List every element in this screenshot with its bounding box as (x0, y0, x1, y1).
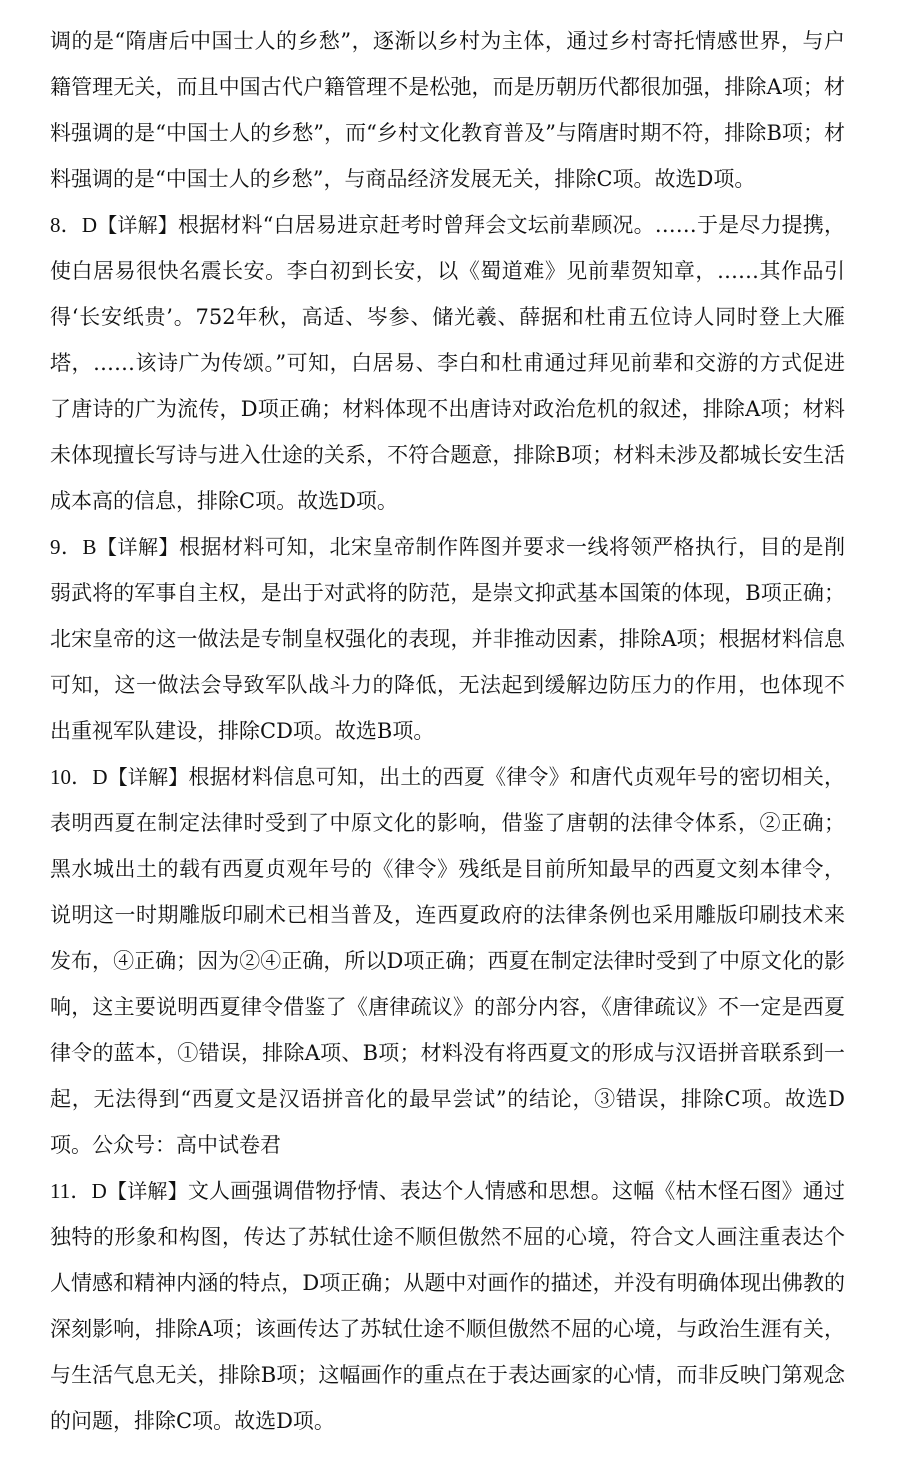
answer-explanations-page (50, 18, 845, 1444)
watermark-note: 公众号：高中试卷君 (92, 1133, 281, 1157)
explanation-tag: 【详解】 (96, 535, 180, 559)
question-number: 9． (50, 535, 83, 559)
explanation-paragraph-11 (50, 1168, 845, 1444)
explanation-paragraph-10 (50, 754, 845, 1168)
answer-letter: D (81, 213, 98, 237)
explanation-paragraph-9 (50, 524, 845, 754)
explanation-text: 根据材料可知，北宋皇帝制作阵图并要求一线将领严格执行，目的是削弱武将的军事自主权，是出于对武将的防范，是崇文抑武基本国策的体现，B项正确；北宋皇帝的这一做法是专制皇权强化的表现，并非推动因素，排除A项；根据材料信息可知，这一做法会导致军队战斗力的降低，无法起到缓解边防压力的作用，也体现不出重视军队建设，排除CD项。故选B项。 (50, 535, 846, 743)
explanation-tag: 【详解】 (97, 213, 178, 237)
answer-letter: D (92, 765, 108, 789)
explanation-text: 根据材料“白居易进京赶考时曾拜会文坛前辈顾况。……于是尽力提携，使白居易很快名震长安。李白初到长安，以《蜀道难》见前辈贺知章，……其作品引得‘长安纸贵’。752年秋，高适、岑参、储光羲、薛据和杜甫五位诗人同时登上大雁塔，……该诗广为传颂。”可知，白居易、李白和杜甫通过拜见前辈和交游的方式促进了唐诗的广为流传，D项正确；材料体现不出唐诗对政治危机的叙述，排除A项；材料未体现擅长写诗与进入仕途的关系，不符合题意，排除B项；材料未涉及都城长安生活成本高的信息，排除C项。故选D项。 (50, 213, 846, 513)
explanation-tag: 【详解】 (107, 765, 189, 789)
question-number: 11． (50, 1179, 92, 1203)
explanation-text: 文人画强调借物抒情、表达个人情感和思想。这幅《枯木怪石图》通过独特的形象和构图，传达了苏轼仕途不顺但傲然不屈的心境，符合文人画注重表达个人情感和精神内涵的特点，D项正确；从题中对画作的描述，并没有明确体现出佛教的深刻影响，排除A项；该画传达了苏轼仕途不顺但傲然不屈的心境，与政治生涯有关，与生活气息无关，排除B项；这幅画作的重点在于表达画家的心情，而非反映门第观念的问题，排除C项。故选D项。 (50, 1179, 845, 1433)
explanation-paragraph-7-continued (50, 18, 845, 202)
question-number: 10． (50, 765, 93, 789)
explanation-tag: 【详解】 (106, 1179, 188, 1203)
answer-letter: D (91, 1179, 107, 1203)
question-number: 8． (50, 213, 82, 237)
explanation-text: 根据材料信息可知，出土的西夏《律令》和唐代贞观年号的密切相关，表明西夏在制定法律时受到了中原文化的影响，借鉴了唐朝的法律令体系，②正确；黑水城出土的载有西夏贞观年号的《律令》残纸是目前所知最早的西夏文刻本律令，说明这一时期雕版印刷术已相当普及，连西夏政府的法律条例也采用雕版印刷技术来发布，④正确；因为②④正确，所以D项正确；西夏在制定法律时受到了中原文化的影响，这主要说明西夏律令借鉴了《唐律疏议》的部分内容，《唐律疏议》不一定是西夏律令的蓝本，①错误，排除A项、B项；材料没有将西夏文的形成与汉语拼音联系到一起，无法得到“西夏文是汉语拼音化的最早尝试”的结论，③错误，排除C项。故选D项。 (50, 765, 846, 1157)
answer-letter: B (82, 535, 97, 559)
explanation-text: 调的是“隋唐后中国士人的乡愁”，逐渐以乡村为主体，通过乡村寄托情感世界，与户籍管理无关，而且中国古代户籍管理不是松弛，而是历朝历代都很加强，排除A项；材料强调的是“中国士人的乡愁”，而“乡村文化教育普及”与隋唐时期不符，排除B项；材料强调的是“中国士人的乡愁”，与商品经济发展无关，排除C项。故选D项。 (50, 29, 845, 191)
explanation-paragraph-8 (50, 202, 845, 524)
